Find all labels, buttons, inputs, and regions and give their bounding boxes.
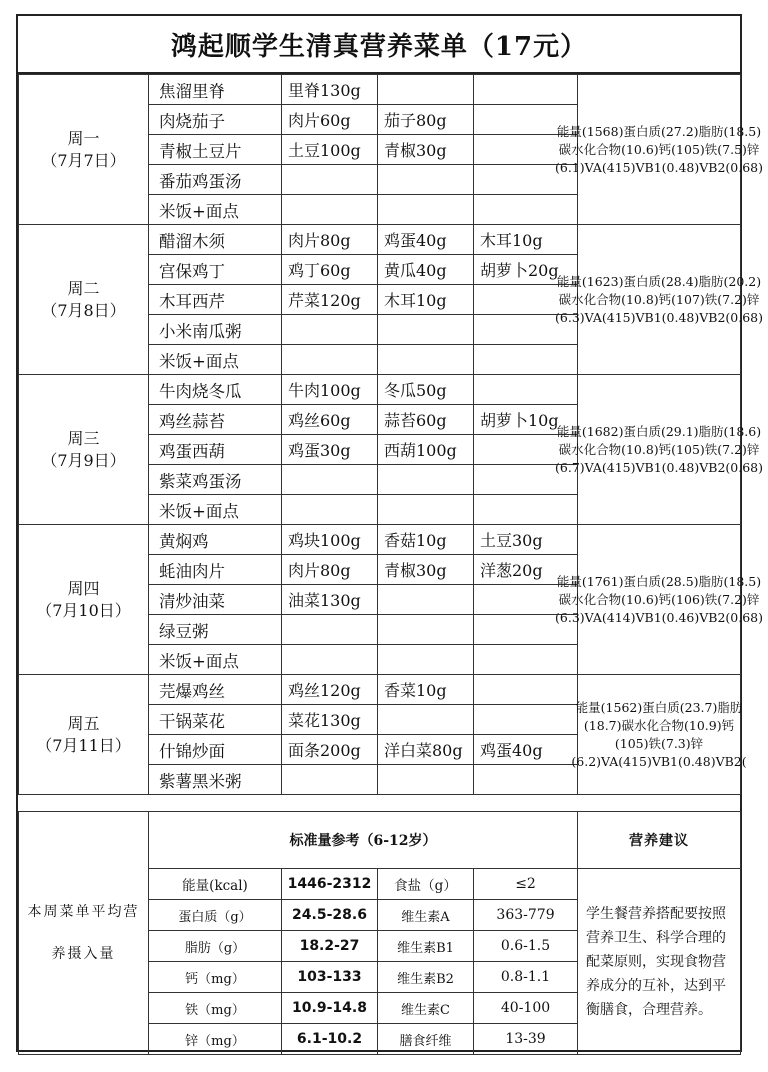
dish-name: 干锅菜花	[149, 705, 282, 735]
ingredient: 香菜10g	[378, 675, 474, 705]
ingredient: 肉片80g	[282, 555, 378, 585]
ingredient: 牛肉100g	[282, 375, 378, 405]
standard-reference-title: 标准量参考（6-12岁）	[149, 812, 578, 869]
dish-name: 什锦炒面	[149, 735, 282, 765]
ingredient	[474, 195, 578, 225]
ingredient: 鸡蛋40g	[474, 735, 578, 765]
nutrition-cell	[555, 375, 763, 525]
ingredient	[282, 315, 378, 345]
day-name: 周二	[67, 278, 100, 298]
std-label: 能量(kcal)	[149, 869, 282, 900]
ingredient	[474, 345, 578, 375]
nutrition-text: 能量(1761)蛋白质(28.5)脂肪(18.5)碳水化合物(10.6)钙(106)铁(7.2)锌(6.3)VA(414)VB1(0.46)VB2(0.68)	[555, 573, 763, 625]
ingredient	[474, 705, 578, 735]
ingredient: 香菇10g	[378, 525, 474, 555]
ingredient: 黄瓜40g	[378, 255, 474, 285]
dish-name: 鸡丝蒜苔	[149, 405, 282, 435]
ingredient	[378, 195, 474, 225]
day-name: 周五	[67, 713, 100, 733]
day-cell	[19, 375, 149, 525]
nutrition-text: 能量(1682)蛋白质(29.1)脂肪(18.6)碳水化合物(10.8)钙(105)铁(7.2)锌(6.7)VA(415)VB1(0.48)VB2(0.68)	[555, 423, 763, 475]
dish-name: 肉烧茄子	[149, 105, 282, 135]
ingredient	[378, 495, 474, 525]
std-label: 钙（mg）	[149, 962, 282, 993]
ingredient: 土豆100g	[282, 135, 378, 165]
ingredient	[282, 345, 378, 375]
dish-name: 宫保鸡丁	[149, 255, 282, 285]
dish-name: 紫薯黑米粥	[149, 765, 282, 795]
ingredient: 土豆30g	[474, 525, 578, 555]
std-value: 103-133	[282, 962, 378, 993]
std-value: 1446-2312	[282, 869, 378, 900]
ingredient	[378, 165, 474, 195]
nutrition-cell	[571, 675, 747, 795]
ingredient	[378, 585, 474, 615]
ingredient: 油菜130g	[282, 585, 378, 615]
dish-name: 紫菜鸡蛋汤	[149, 465, 282, 495]
dish-name: 黄焖鸡	[149, 525, 282, 555]
ingredient: 肉片80g	[282, 225, 378, 255]
std-label: 维生素C	[378, 993, 474, 1024]
ingredient: 茄子80g	[378, 105, 474, 135]
ingredient	[282, 645, 378, 675]
ingredient: 青椒30g	[378, 135, 474, 165]
dish-name: 木耳西芹	[149, 285, 282, 315]
ingredient: 胡萝卜10g	[474, 405, 578, 435]
dish-name: 牛肉烧冬瓜	[149, 375, 282, 405]
std-value: 13-39	[474, 1024, 578, 1055]
ingredient	[282, 495, 378, 525]
std-label: 锌（mg）	[149, 1024, 282, 1055]
ingredient	[474, 645, 578, 675]
std-value: 363-779	[474, 900, 578, 931]
ingredient: 蒜苔60g	[378, 405, 474, 435]
std-value: 6.1-10.2	[282, 1024, 378, 1055]
menu-row	[19, 375, 741, 405]
ingredient	[282, 615, 378, 645]
ingredient	[378, 765, 474, 795]
page-title: 鸿起顺学生清真营养菜单（17元）	[18, 16, 740, 74]
menu-row	[19, 525, 741, 555]
ingredient: 木耳10g	[474, 225, 578, 255]
std-label: 蛋白质（g）	[149, 900, 282, 931]
ingredient: 鸡丁60g	[282, 255, 378, 285]
ingredient	[474, 75, 578, 105]
ingredient	[282, 465, 378, 495]
ingredient: 冬瓜50g	[378, 375, 474, 405]
nutrition-text: 能量(1568)蛋白质(27.2)脂肪(18.5)碳水化合物(10.6)钙(105)铁(7.5)锌(6.1)VA(415)VB1(0.48)VB2(0.68)	[555, 123, 763, 175]
nutrition-summary-table	[18, 811, 741, 1055]
dish-name: 芫爆鸡丝	[149, 675, 282, 705]
day-name: 周三	[67, 428, 100, 448]
ingredient: 芹菜120g	[282, 285, 378, 315]
ingredient: 里脊130g	[282, 75, 378, 105]
std-label: 维生素B2	[378, 962, 474, 993]
ingredient	[378, 705, 474, 735]
std-label: 铁（mg）	[149, 993, 282, 1024]
ingredient: 鸡块100g	[282, 525, 378, 555]
day-date: （7月7日）	[41, 150, 126, 170]
day-date: （7月9日）	[41, 450, 126, 470]
ingredient	[282, 165, 378, 195]
std-label: 膳食纤维	[378, 1024, 474, 1055]
ingredient	[474, 765, 578, 795]
day-cell	[19, 525, 149, 675]
day-cell	[19, 75, 149, 225]
ingredient	[378, 315, 474, 345]
nutrition-text: 能量(1623)蛋白质(28.4)脂肪(20.2)碳水化合物(10.8)钙(107)铁(7.2)锌(6.3)VA(415)VB1(0.48)VB2(0.68)	[555, 273, 763, 325]
ingredient	[474, 375, 578, 405]
std-value: 24.5-28.6	[282, 900, 378, 931]
ingredient: 青椒30g	[378, 555, 474, 585]
ingredient: 洋白菜80g	[378, 735, 474, 765]
ingredient	[282, 195, 378, 225]
dish-name: 米饭+面点	[149, 195, 282, 225]
std-value: 18.2-27	[282, 931, 378, 962]
day-date: （7月10日）	[36, 600, 131, 620]
ingredient: 面条200g	[282, 735, 378, 765]
weekly-menu-table	[18, 74, 763, 795]
dish-name: 焦溜里脊	[149, 75, 282, 105]
ingredient	[378, 615, 474, 645]
dish-name: 米饭+面点	[149, 345, 282, 375]
day-date: （7月8日）	[41, 300, 126, 320]
std-label: 食盐（g）	[378, 869, 474, 900]
std-label: 维生素A	[378, 900, 474, 931]
ingredient: 木耳10g	[378, 285, 474, 315]
dish-name: 清炒油菜	[149, 585, 282, 615]
nutrition-cell	[555, 75, 763, 225]
std-value: 0.6-1.5	[474, 931, 578, 962]
dish-name: 蚝油肉片	[149, 555, 282, 585]
nutrition-cell	[555, 225, 763, 375]
ingredient	[378, 75, 474, 105]
std-value: 10.9-14.8	[282, 993, 378, 1024]
std-value: 40-100	[474, 993, 578, 1024]
day-cell	[19, 675, 149, 795]
ingredient: 肉片60g	[282, 105, 378, 135]
ingredient: 洋葱20g	[474, 555, 578, 585]
ingredient: 鸡蛋30g	[282, 435, 378, 465]
dish-name: 醋溜木须	[149, 225, 282, 255]
menu-row	[19, 75, 741, 105]
day-name: 周一	[67, 128, 100, 148]
nutrition-cell	[555, 525, 763, 675]
std-value: 0.8-1.1	[474, 962, 578, 993]
std-label: 脂肪（g）	[149, 931, 282, 962]
ingredient	[282, 765, 378, 795]
nutrition-text: 能量(1562)蛋白质(23.7)脂肪(18.7)碳水化合物(10.9)钙(105)铁(7.3)锌(6.2)VA(415)VB1(0.48)VB2(	[571, 699, 747, 769]
ingredient: 胡萝卜20g	[474, 255, 578, 285]
dish-name: 绿豆粥	[149, 615, 282, 645]
weekly-average-label: 本周菜单平均营养摄入量	[19, 812, 149, 1055]
advice-title: 营养建议	[578, 812, 741, 869]
ingredient	[474, 675, 578, 705]
day-date: （7月11日）	[36, 735, 131, 755]
ingredient: 西葫100g	[378, 435, 474, 465]
ingredient: 鸡丝120g	[282, 675, 378, 705]
day-cell	[19, 225, 149, 375]
dish-name: 番茄鸡蛋汤	[149, 165, 282, 195]
advice-text: 学生餐营养搭配要按照营养卫生、科学合理的配菜原则，实现食物营养成分的互补，达到平衡膳食，合理营养。	[578, 869, 741, 1055]
ingredient	[378, 645, 474, 675]
ingredient: 菜花130g	[282, 705, 378, 735]
menu-sheet	[16, 14, 763, 1052]
ingredient	[378, 465, 474, 495]
dish-name: 米饭+面点	[149, 645, 282, 675]
dish-name: 米饭+面点	[149, 495, 282, 525]
dish-name: 青椒土豆片	[149, 135, 282, 165]
ingredient	[378, 345, 474, 375]
day-name: 周四	[67, 578, 100, 598]
std-label: 维生素B1	[378, 931, 474, 962]
ingredient: 鸡蛋40g	[378, 225, 474, 255]
dish-name: 鸡蛋西葫	[149, 435, 282, 465]
ingredient: 鸡丝60g	[282, 405, 378, 435]
std-value: ≤2	[474, 869, 578, 900]
menu-row	[19, 675, 741, 705]
ingredient	[474, 495, 578, 525]
dish-name: 小米南瓜粥	[149, 315, 282, 345]
menu-row	[19, 225, 741, 255]
